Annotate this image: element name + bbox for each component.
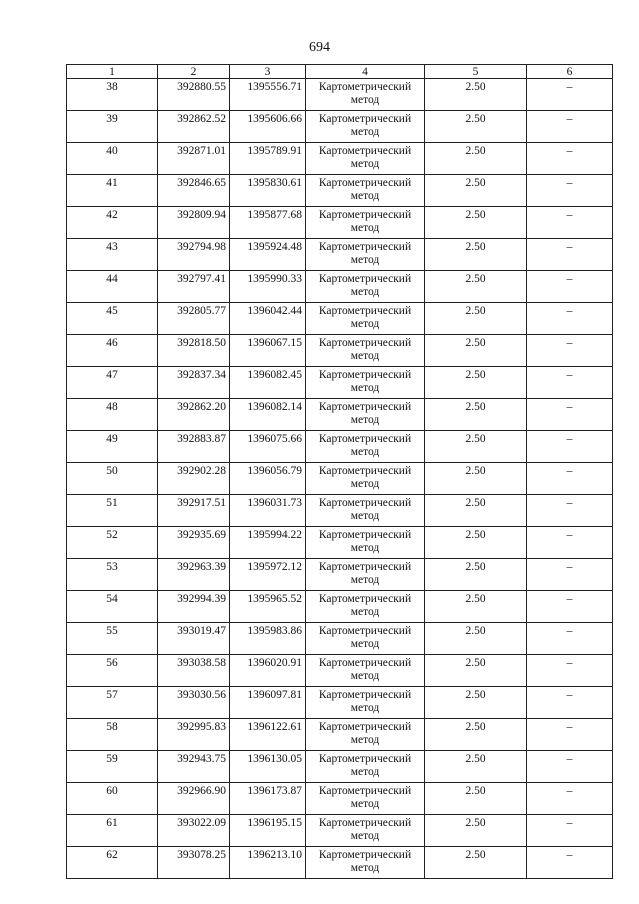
point-number-cell: 38 [67, 79, 158, 111]
table-row [67, 79, 613, 111]
method-line-1: Картометрический [318, 561, 412, 573]
method-line-1: Картометрический [318, 209, 412, 221]
method-line-2: метод [350, 637, 380, 650]
table-row [67, 719, 613, 751]
method-line-2: метод [350, 413, 380, 426]
precision-cell: 2.50 [425, 271, 527, 303]
method-line-2: метод [350, 733, 380, 746]
y-coordinate-cell: 1396130.05 [230, 751, 306, 783]
note-cell: – [527, 367, 613, 399]
method-cell [306, 431, 425, 463]
precision-cell: 2.50 [425, 175, 527, 207]
method-cell [306, 335, 425, 367]
point-number-cell: 42 [67, 207, 158, 239]
method-line-1: Картометрический [318, 465, 412, 477]
note-cell: – [527, 143, 613, 175]
y-coordinate-cell: 1395924.48 [230, 239, 306, 271]
method-cell [306, 687, 425, 719]
method-cell [306, 623, 425, 655]
precision-cell: 2.50 [425, 111, 527, 143]
method-cell [306, 239, 425, 271]
method-line-1: Картометрический [318, 657, 412, 669]
point-number-cell: 44 [67, 271, 158, 303]
x-coordinate-cell: 392862.52 [158, 111, 230, 143]
method-cell [306, 207, 425, 239]
method-line-2: метод [350, 701, 380, 714]
point-number-cell: 48 [67, 399, 158, 431]
precision-cell: 2.50 [425, 303, 527, 335]
note-cell: – [527, 271, 613, 303]
y-coordinate-cell: 1396082.45 [230, 367, 306, 399]
table-row [67, 751, 613, 783]
y-coordinate-cell: 1395990.33 [230, 271, 306, 303]
method-line-1: Картометрический [318, 433, 412, 445]
method-line-2: метод [350, 157, 380, 170]
x-coordinate-cell: 392871.01 [158, 143, 230, 175]
method-cell [306, 655, 425, 687]
point-number-cell: 58 [67, 719, 158, 751]
precision-cell: 2.50 [425, 527, 527, 559]
method-cell [306, 111, 425, 143]
y-coordinate-cell: 1395994.22 [230, 527, 306, 559]
note-cell: – [527, 463, 613, 495]
note-cell: – [527, 815, 613, 847]
method-line-1: Картометрический [318, 785, 412, 797]
y-coordinate-cell: 1396042.44 [230, 303, 306, 335]
x-coordinate-cell: 393019.47 [158, 623, 230, 655]
table-row [67, 239, 613, 271]
note-cell: – [527, 847, 613, 879]
point-number-cell: 55 [67, 623, 158, 655]
note-cell: – [527, 431, 613, 463]
x-coordinate-cell: 392818.50 [158, 335, 230, 367]
method-line-1: Картометрический [318, 241, 412, 253]
method-cell [306, 559, 425, 591]
table-header-row [67, 65, 613, 79]
note-cell: – [527, 719, 613, 751]
method-line-2: метод [350, 93, 380, 106]
point-number-cell: 54 [67, 591, 158, 623]
table-row [67, 847, 613, 879]
method-line-1: Картометрический [318, 817, 412, 829]
point-number-cell: 47 [67, 367, 158, 399]
method-line-1: Картометрический [318, 497, 412, 509]
method-line-2: метод [350, 221, 380, 234]
precision-cell: 2.50 [425, 367, 527, 399]
point-number-cell: 45 [67, 303, 158, 335]
precision-cell: 2.50 [425, 815, 527, 847]
x-coordinate-cell: 392837.34 [158, 367, 230, 399]
method-line-2: метод [350, 189, 380, 202]
precision-cell: 2.50 [425, 239, 527, 271]
y-coordinate-cell: 1395556.71 [230, 79, 306, 111]
y-coordinate-cell: 1396097.81 [230, 687, 306, 719]
note-cell: – [527, 783, 613, 815]
point-number-cell: 52 [67, 527, 158, 559]
y-coordinate-cell: 1396213.10 [230, 847, 306, 879]
method-line-2: метод [350, 445, 380, 458]
method-line-2: метод [350, 765, 380, 778]
note-cell: – [527, 687, 613, 719]
table-row [67, 367, 613, 399]
method-cell [306, 367, 425, 399]
x-coordinate-cell: 393038.58 [158, 655, 230, 687]
method-cell [306, 591, 425, 623]
method-cell [306, 79, 425, 111]
x-coordinate-cell: 392794.98 [158, 239, 230, 271]
method-cell [306, 399, 425, 431]
y-coordinate-cell: 1395830.61 [230, 175, 306, 207]
precision-cell: 2.50 [425, 783, 527, 815]
note-cell: – [527, 111, 613, 143]
table-row [67, 527, 613, 559]
x-coordinate-cell: 392846.65 [158, 175, 230, 207]
table-row [67, 271, 613, 303]
x-coordinate-cell: 392995.83 [158, 719, 230, 751]
point-number-cell: 46 [67, 335, 158, 367]
table-row [67, 463, 613, 495]
y-coordinate-cell: 1396020.91 [230, 655, 306, 687]
note-cell: – [527, 495, 613, 527]
precision-cell: 2.50 [425, 143, 527, 175]
table-row [67, 399, 613, 431]
method-line-2: метод [350, 509, 380, 522]
precision-cell: 2.50 [425, 719, 527, 751]
x-coordinate-cell: 393078.25 [158, 847, 230, 879]
note-cell: – [527, 207, 613, 239]
method-line-2: метод [350, 861, 380, 874]
coordinates-table [66, 64, 613, 879]
table-row [67, 431, 613, 463]
table-row [67, 303, 613, 335]
precision-cell: 2.50 [425, 431, 527, 463]
method-line-1: Картометрический [318, 145, 412, 157]
method-line-2: метод [350, 477, 380, 490]
note-cell: – [527, 175, 613, 207]
table-row [67, 335, 613, 367]
note-cell: – [527, 335, 613, 367]
table-body [67, 79, 613, 879]
point-number-cell: 60 [67, 783, 158, 815]
table-row [67, 175, 613, 207]
x-coordinate-cell: 392883.87 [158, 431, 230, 463]
y-coordinate-cell: 1395789.91 [230, 143, 306, 175]
note-cell: – [527, 591, 613, 623]
method-line-1: Картометрический [318, 721, 412, 733]
precision-cell: 2.50 [425, 591, 527, 623]
method-cell [306, 463, 425, 495]
y-coordinate-cell: 1395965.52 [230, 591, 306, 623]
note-cell: – [527, 79, 613, 111]
page-number: 694 [309, 40, 330, 55]
method-line-1: Картометрический [318, 81, 412, 93]
precision-cell: 2.50 [425, 559, 527, 591]
x-coordinate-cell: 392880.55 [158, 79, 230, 111]
y-coordinate-cell: 1395983.86 [230, 623, 306, 655]
method-cell [306, 527, 425, 559]
point-number-cell: 39 [67, 111, 158, 143]
method-line-1: Картометрический [318, 753, 412, 765]
table-row [67, 495, 613, 527]
method-line-2: метод [350, 669, 380, 682]
y-coordinate-cell: 1396056.79 [230, 463, 306, 495]
y-coordinate-cell: 1396122.61 [230, 719, 306, 751]
precision-cell: 2.50 [425, 751, 527, 783]
method-line-1: Картометрический [318, 401, 412, 413]
precision-cell: 2.50 [425, 655, 527, 687]
method-line-1: Картометрический [318, 177, 412, 189]
column-header: 6 [527, 65, 613, 79]
note-cell: – [527, 559, 613, 591]
y-coordinate-cell: 1396031.73 [230, 495, 306, 527]
method-cell [306, 271, 425, 303]
method-line-1: Картометрический [318, 337, 412, 349]
method-line-2: метод [350, 829, 380, 842]
x-coordinate-cell: 392809.94 [158, 207, 230, 239]
method-cell [306, 303, 425, 335]
precision-cell: 2.50 [425, 335, 527, 367]
table-row [67, 111, 613, 143]
method-line-2: метод [350, 125, 380, 138]
y-coordinate-cell: 1396195.15 [230, 815, 306, 847]
precision-cell: 2.50 [425, 399, 527, 431]
y-coordinate-cell: 1396075.66 [230, 431, 306, 463]
x-coordinate-cell: 392797.41 [158, 271, 230, 303]
note-cell: – [527, 399, 613, 431]
point-number-cell: 62 [67, 847, 158, 879]
x-coordinate-cell: 392805.77 [158, 303, 230, 335]
precision-cell: 2.50 [425, 79, 527, 111]
method-line-1: Картометрический [318, 625, 412, 637]
method-line-2: метод [350, 317, 380, 330]
y-coordinate-cell: 1396082.14 [230, 399, 306, 431]
point-number-cell: 41 [67, 175, 158, 207]
method-cell [306, 751, 425, 783]
point-number-cell: 59 [67, 751, 158, 783]
point-number-cell: 50 [67, 463, 158, 495]
point-number-cell: 56 [67, 655, 158, 687]
method-line-1: Картометрический [318, 689, 412, 701]
x-coordinate-cell: 392963.39 [158, 559, 230, 591]
y-coordinate-cell: 1395972.12 [230, 559, 306, 591]
method-line-2: метод [350, 541, 380, 554]
method-cell [306, 719, 425, 751]
x-coordinate-cell: 392862.20 [158, 399, 230, 431]
x-coordinate-cell: 392994.39 [158, 591, 230, 623]
precision-cell: 2.50 [425, 495, 527, 527]
method-line-1: Картометрический [318, 113, 412, 125]
table-row [67, 655, 613, 687]
method-line-2: метод [350, 797, 380, 810]
note-cell: – [527, 751, 613, 783]
point-number-cell: 61 [67, 815, 158, 847]
method-cell [306, 495, 425, 527]
method-line-1: Картометрический [318, 593, 412, 605]
table-row [67, 207, 613, 239]
method-cell [306, 815, 425, 847]
x-coordinate-cell: 392902.28 [158, 463, 230, 495]
method-line-2: метод [350, 285, 380, 298]
column-header: 5 [425, 65, 527, 79]
x-coordinate-cell: 392917.51 [158, 495, 230, 527]
method-line-1: Картометрический [318, 305, 412, 317]
point-number-cell: 43 [67, 239, 158, 271]
precision-cell: 2.50 [425, 463, 527, 495]
y-coordinate-cell: 1395877.68 [230, 207, 306, 239]
method-line-1: Картометрический [318, 273, 412, 285]
x-coordinate-cell: 393022.09 [158, 815, 230, 847]
table-row [67, 623, 613, 655]
method-cell [306, 143, 425, 175]
table-row [67, 559, 613, 591]
x-coordinate-cell: 393030.56 [158, 687, 230, 719]
method-line-2: метод [350, 253, 380, 266]
method-line-2: метод [350, 349, 380, 362]
method-cell [306, 847, 425, 879]
method-cell [306, 175, 425, 207]
method-cell [306, 783, 425, 815]
y-coordinate-cell: 1396067.15 [230, 335, 306, 367]
point-number-cell: 40 [67, 143, 158, 175]
y-coordinate-cell: 1395606.66 [230, 111, 306, 143]
table-row [67, 783, 613, 815]
note-cell: – [527, 527, 613, 559]
note-cell: – [527, 655, 613, 687]
x-coordinate-cell: 392943.75 [158, 751, 230, 783]
note-cell: – [527, 239, 613, 271]
method-line-1: Картометрический [318, 849, 412, 861]
table-row [67, 591, 613, 623]
point-number-cell: 51 [67, 495, 158, 527]
column-header: 1 [67, 65, 158, 79]
precision-cell: 2.50 [425, 207, 527, 239]
note-cell: – [527, 303, 613, 335]
column-header: 2 [158, 65, 230, 79]
x-coordinate-cell: 392966.90 [158, 783, 230, 815]
precision-cell: 2.50 [425, 847, 527, 879]
x-coordinate-cell: 392935.69 [158, 527, 230, 559]
table-row [67, 143, 613, 175]
precision-cell: 2.50 [425, 687, 527, 719]
point-number-cell: 57 [67, 687, 158, 719]
y-coordinate-cell: 1396173.87 [230, 783, 306, 815]
method-line-2: метод [350, 381, 380, 394]
table-row [67, 687, 613, 719]
precision-cell: 2.50 [425, 623, 527, 655]
method-line-2: метод [350, 605, 380, 618]
method-line-2: метод [350, 573, 380, 586]
point-number-cell: 49 [67, 431, 158, 463]
column-header: 4 [306, 65, 425, 79]
method-line-1: Картометрический [318, 529, 412, 541]
method-line-1: Картометрический [318, 369, 412, 381]
note-cell: – [527, 623, 613, 655]
column-header: 3 [230, 65, 306, 79]
table-row [67, 815, 613, 847]
point-number-cell: 53 [67, 559, 158, 591]
